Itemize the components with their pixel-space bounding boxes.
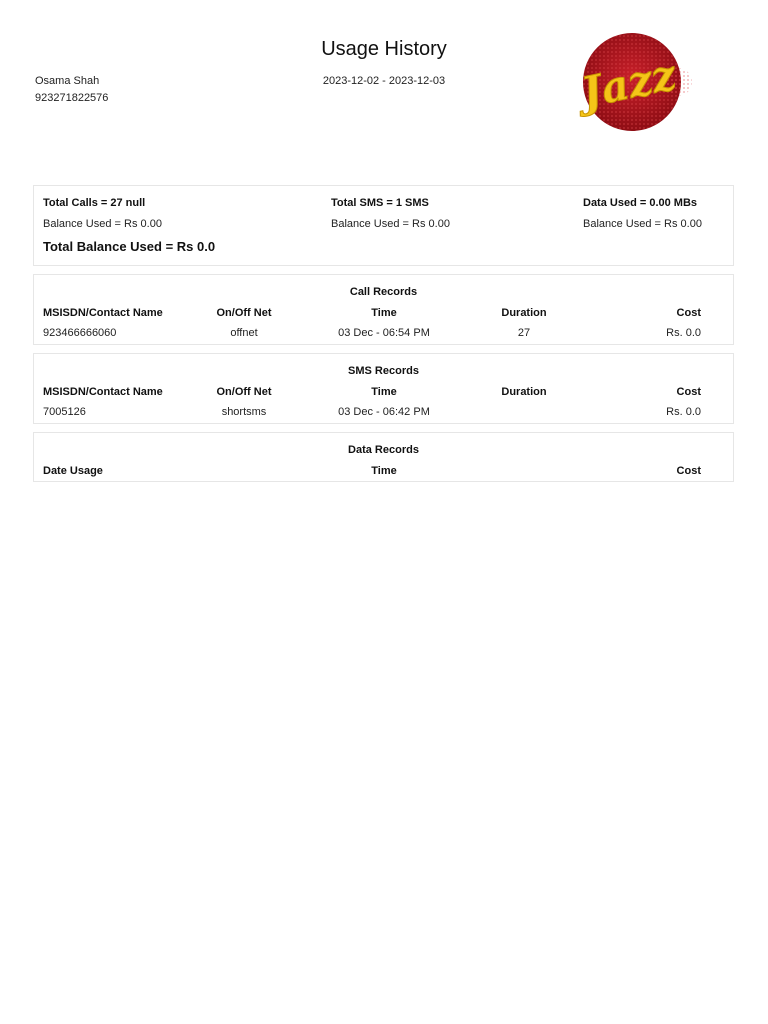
column-header: MSISDN/Contact Name bbox=[43, 386, 163, 398]
column-header: MSISDN/Contact Name bbox=[43, 307, 163, 319]
column-header: On/Off Net bbox=[216, 307, 272, 319]
column-header: On/Off Net bbox=[216, 386, 272, 398]
page-title: Usage History bbox=[321, 38, 447, 60]
total-balance: Total Balance Used = Rs 0.0 bbox=[43, 239, 216, 254]
user-msisdn: 923271822576 bbox=[35, 92, 109, 104]
table-cell: 923466666060 bbox=[43, 327, 117, 339]
table-cell: Rs. 0.0 bbox=[666, 406, 701, 418]
sms-records-card bbox=[33, 353, 734, 424]
column-header: Time bbox=[371, 386, 397, 398]
section-title: SMS Records bbox=[348, 365, 419, 377]
table-cell: 03 Dec - 06:42 PM bbox=[338, 406, 430, 418]
table-cell: 03 Dec - 06:54 PM bbox=[338, 327, 430, 339]
date-range: 2023-12-02 - 2023-12-03 bbox=[322, 75, 446, 87]
sms-balance: Balance Used = Rs 0.00 bbox=[331, 218, 450, 230]
total-calls: Total Calls = 27 null bbox=[43, 197, 146, 209]
data-used: Data Used = 0.00 MBs bbox=[583, 197, 698, 209]
column-header: Cost bbox=[676, 307, 701, 319]
column-header: Duration bbox=[501, 386, 547, 398]
column-header: Duration bbox=[501, 307, 547, 319]
total-sms: Total SMS = 1 SMS bbox=[331, 197, 429, 209]
table-cell: offnet bbox=[230, 327, 258, 339]
call-records-card bbox=[33, 274, 734, 345]
table-cell: 27 bbox=[517, 327, 531, 339]
table-cell: shortsms bbox=[221, 406, 267, 418]
logo-text: Jazz bbox=[577, 49, 681, 118]
user-name: Osama Shah bbox=[35, 75, 100, 87]
column-header: Time bbox=[371, 465, 397, 477]
column-header: Cost bbox=[676, 465, 701, 477]
column-header: Date Usage bbox=[43, 465, 103, 477]
summary-card bbox=[33, 185, 734, 266]
column-header: Time bbox=[371, 307, 397, 319]
column-header: Cost bbox=[676, 386, 701, 398]
table-cell: 7005126 bbox=[43, 406, 86, 418]
section-title: Data Records bbox=[348, 444, 419, 456]
data-records-card bbox=[33, 432, 734, 482]
section-title: Call Records bbox=[349, 286, 418, 298]
jazz-logo bbox=[570, 30, 700, 134]
table-cell: Rs. 0.0 bbox=[666, 327, 701, 339]
calls-balance: Balance Used = Rs 0.00 bbox=[43, 218, 162, 230]
data-balance: Balance Used = Rs 0.00 bbox=[583, 218, 702, 230]
